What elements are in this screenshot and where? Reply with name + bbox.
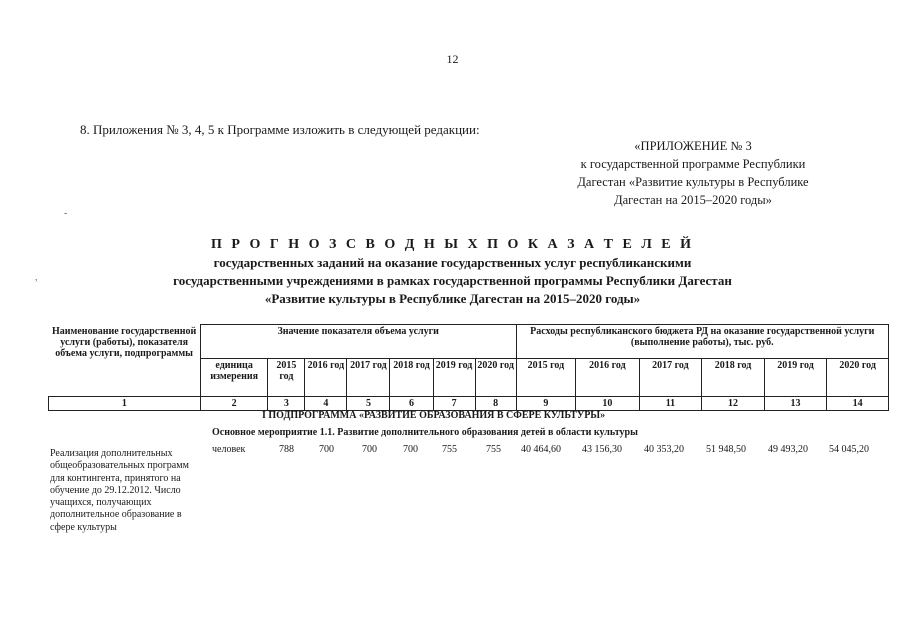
volume-cell: 700 (319, 444, 334, 455)
expense-cell: 51 948,50 (706, 444, 746, 455)
appendix-line: к государственной программе Республики (580, 157, 806, 171)
expense-cell: 54 045,20 (829, 444, 869, 455)
column-number: 8 (475, 397, 516, 411)
main-activity-title: Основное мероприятие 1.1. Развитие дополнительного образования детей в области культуры (212, 427, 638, 438)
header-volume-year: 2016 год (305, 359, 347, 397)
header-expense-year: 2015 год (516, 359, 575, 397)
column-number: 13 (764, 397, 827, 411)
column-number: 12 (702, 397, 765, 411)
volume-cell: 788 (279, 444, 294, 455)
header-expenses-group: Расходы республиканского бюджета РД на оказание государственной услуги (выполнение работы), тыс. руб. (516, 325, 888, 359)
heading-line: «Развитие культуры в Республике Дагестан на 2015–2020 годы» (264, 291, 641, 306)
header-expense-year: 2016 год (576, 359, 640, 397)
column-number: 2 (200, 397, 268, 411)
appendix-reference (520, 137, 866, 209)
expense-cell: 43 156,30 (582, 444, 622, 455)
header-volume-year: 2017 год (347, 359, 390, 397)
header-volume-year: 2018 год (390, 359, 433, 397)
column-number: 6 (390, 397, 433, 411)
scan-speck: , (35, 272, 38, 283)
forecast-table (48, 324, 889, 411)
volume-cell: 700 (362, 444, 377, 455)
document-heading (0, 236, 905, 308)
column-number: 10 (576, 397, 640, 411)
intro-paragraph: 8. Приложения № 3, 4, 5 к Программе изложить в следующей редакции: (80, 122, 480, 137)
column-number: 5 (347, 397, 390, 411)
column-number: 7 (433, 397, 475, 411)
header-expense-year: 2019 год (764, 359, 827, 397)
unit-cell: человек (212, 444, 246, 455)
header-volume-year: 2015 год (268, 359, 305, 397)
header-unit: единица измерения (200, 359, 268, 397)
column-number: 1 (49, 397, 201, 411)
service-name: Реализация дополнительных общеобразовательных программ для контингента, принятого на обучение до 29.12.2012. Число учащихся, получающих дополнительное образование в сфере культуры (50, 448, 189, 533)
column-number: 4 (305, 397, 347, 411)
appendix-line: Дагестан «Развитие культуры в Республике (577, 175, 809, 189)
header-expense-year: 2020 год (827, 359, 889, 397)
volume-cell: 700 (403, 444, 418, 455)
header-volume-group: Значение показателя объема услуги (200, 325, 516, 359)
column-number: 3 (268, 397, 305, 411)
subprogram-title: I ПОДПРОГРАММА «РАЗВИТИЕ ОБРАЗОВАНИЯ В СФЕРЕ КУЛЬТУРЫ» (262, 410, 606, 421)
appendix-line: Дагестан на 2015–2020 годы» (614, 193, 772, 207)
expense-cell: 49 493,20 (768, 444, 808, 455)
column-number: 9 (516, 397, 575, 411)
header-volume-year: 2019 год (433, 359, 475, 397)
header-expense-year: 2017 год (639, 359, 702, 397)
header-volume-year: 2020 год (475, 359, 516, 397)
expense-cell: 40 353,20 (644, 444, 684, 455)
heading-line: государственных заданий на оказание государственных услуг республиканскими (213, 255, 692, 270)
heading-title: П Р О Г Н О З С В О Д Н Ы Х П О К А З А Т Е Л Е Й (211, 237, 694, 252)
volume-cell: 755 (486, 444, 501, 455)
header-service-name: Наименование государственной услуги (работы), показателя объема услуги, подпрограммы (49, 325, 201, 397)
heading-line: государственными учреждениями в рамках государственной программы Республики Дагестан (173, 273, 732, 288)
expense-cell: 40 464,60 (521, 444, 561, 455)
page-number: 12 (446, 52, 459, 66)
scan-speck: - (64, 208, 68, 219)
volume-cell: 755 (442, 444, 457, 455)
column-number: 11 (639, 397, 702, 411)
header-expense-year: 2018 год (702, 359, 765, 397)
appendix-line: «ПРИЛОЖЕНИЕ № 3 (634, 139, 752, 153)
column-number: 14 (827, 397, 889, 411)
